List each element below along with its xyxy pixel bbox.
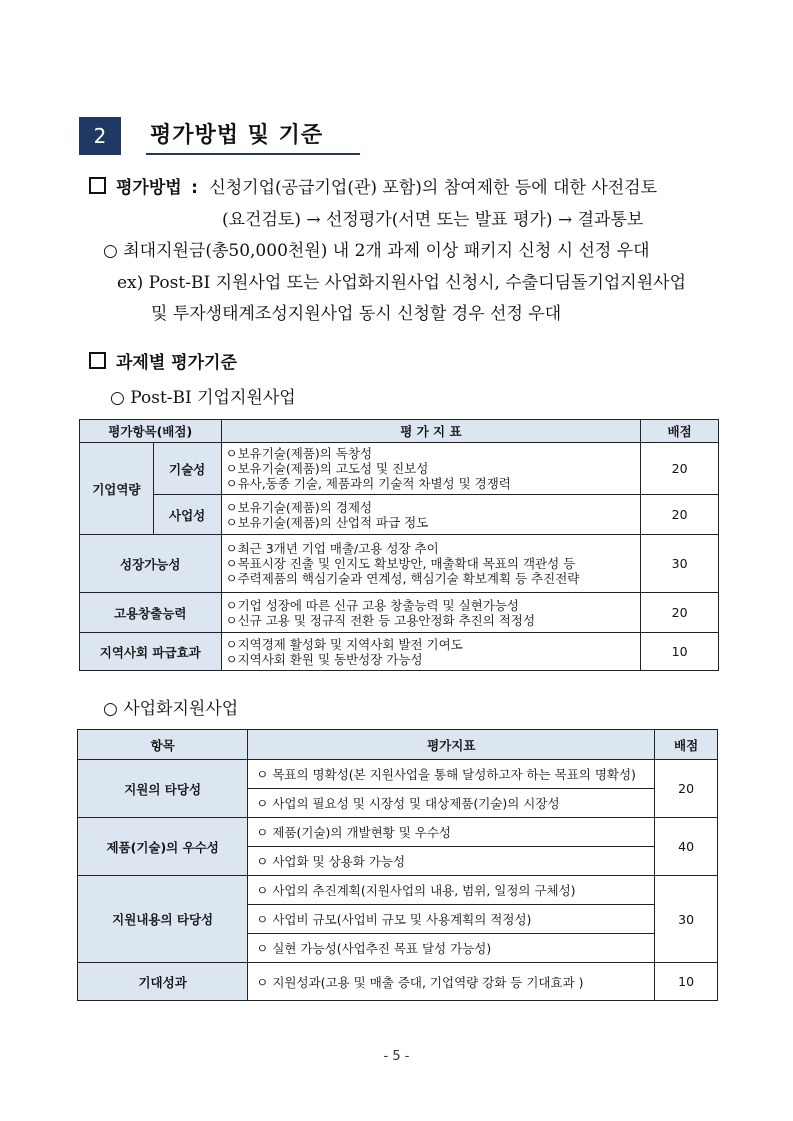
table-row	[78, 760, 718, 789]
item-cell: 성장가능성	[80, 535, 222, 593]
score-cell: 40	[655, 818, 718, 876]
indicator-cell: ㅇ 실현 가능성(사업추진 목표 달성 가능성)	[248, 934, 655, 963]
indicator-cell: ㅇ 목표의 명확성(본 지원사업을 통해 달성하고자 하는 목표의 명확성)	[248, 760, 655, 789]
eval-method-text-2: (요건검토) → 선정평가(서면 또는 발표 평가) → 결과통보	[222, 210, 644, 230]
table-header-cell: 평가항목(배점)	[80, 420, 222, 443]
table-header-row	[78, 730, 718, 760]
eval-method-line1	[89, 173, 657, 198]
score-cell: 10	[655, 963, 718, 1001]
indicator-line: ㅇ최근 3개년 기업 매출/고용 성장 추이	[225, 541, 439, 556]
indicator-line: ㅇ유사,동종 기술, 제품과의 기술적 차별성 및 경쟁력	[225, 476, 511, 491]
commercialization-criteria-table	[77, 729, 718, 1001]
indicator-line: ㅇ지역사회 환원 및 동반성장 가능성	[225, 651, 423, 667]
commercialization-subheading: ○ 사업화지원사업	[103, 699, 239, 719]
indicator-cell: ㅇ 사업의 추진계획(지원사업의 내용, 범위, 일정의 구체성)	[248, 876, 655, 905]
indicator-cell	[221, 443, 641, 495]
eval-method-label: 평가방법	[116, 178, 182, 198]
score-cell: 20	[655, 760, 718, 818]
indicator-cell: ㅇ 사업비 규모(사업비 규모 및 사용계획의 적정성)	[248, 905, 655, 934]
table-row	[78, 818, 718, 847]
score-cell: 20	[641, 495, 719, 535]
indicator-cell	[221, 495, 641, 535]
indicator-cell	[221, 593, 641, 633]
item-cell: 지원의 타당성	[78, 760, 248, 818]
item-cell: 지원내용의 타당성	[78, 876, 248, 963]
item-cell: 기대성과	[78, 963, 248, 1001]
indicator-cell: ㅇ 지원성과(고용 및 매출 증대, 기업역량 강화 등 기대효과 )	[248, 963, 655, 1001]
indicator-cell: ㅇ 사업의 필요성 및 시장성 및 대상제품(기술)의 시장성	[248, 789, 655, 818]
indicator-line: ㅇ지역경제 활성화 및 지역사회 발전 기여도	[225, 636, 463, 652]
section-title-underline	[146, 153, 360, 155]
section-title: 평가방법 및 기준	[150, 123, 324, 148]
indicator-line: ㅇ신규 고용 및 정규직 전환 등 고용안정화 추진의 적정성	[225, 612, 536, 628]
eval-method-colon: :	[191, 178, 198, 198]
table-header-cell: 평가지표	[248, 730, 655, 760]
table-row	[78, 876, 718, 905]
item-cell: 사업성	[153, 495, 221, 535]
item-cell: 기술성	[153, 443, 221, 495]
table-row	[78, 963, 718, 1001]
indicator-line: ㅇ목표시장 진출 및 인지도 확보방안, 매출확대 목표의 객관성 등	[225, 556, 576, 571]
score-cell: 10	[641, 633, 719, 671]
table-row	[80, 495, 719, 535]
indicator-line: ㅇ보유기술(제품)의 경제성	[225, 499, 373, 515]
eval-method-text-1: 신청기업(공급기업(관) 포함)의 참여제한 등에 대한 사전검토	[209, 178, 658, 198]
indicator-cell: ㅇ 사업화 및 상용화 가능성	[248, 847, 655, 876]
table-header-row	[80, 420, 719, 443]
table-header-cell: 항목	[78, 730, 248, 760]
table-header-cell: 평 가 지 표	[221, 420, 641, 443]
indicator-line: ㅇ보유기술(제품)의 고도성 및 진보성	[225, 461, 429, 476]
indicator-line: ㅇ주력제품의 핵심기술과 연계성, 핵심기술 확보계획 등 추진전략	[225, 571, 580, 586]
checkbox-square-icon	[89, 352, 106, 369]
item-cell: 지역사회 파급효과	[80, 633, 222, 671]
category-cell: 기업역량	[80, 443, 154, 535]
criteria-label: 과제별 평가기준	[116, 353, 237, 373]
indicator-cell	[221, 535, 641, 593]
item-cell: 고용창출능력	[80, 593, 222, 633]
post-bi-subheading: ○ Post-BI 기업지원사업	[110, 388, 296, 408]
bundle-preference-bullet: ○ 최대지원금(총50,000천원) 내 2개 과제 이상 패키지 신청 시 선정 우대	[103, 241, 650, 261]
section-number: 2	[79, 117, 121, 155]
score-cell: 20	[641, 443, 719, 495]
item-cell: 제품(기술)의 우수성	[78, 818, 248, 876]
checkbox-square-icon	[89, 177, 106, 194]
indicator-cell	[221, 633, 641, 671]
indicator-line: ㅇ기업 성장에 따른 신규 고용 창출능력 및 실현가능성	[225, 597, 519, 613]
score-cell: 30	[655, 876, 718, 963]
table-header-cell: 배점	[655, 730, 718, 760]
indicator-cell: ㅇ 제품(기술)의 개발현황 및 우수성	[248, 818, 655, 847]
table-row	[80, 535, 719, 593]
table-row	[80, 443, 719, 495]
table-header-cell: 배점	[641, 420, 719, 443]
score-cell: 20	[641, 593, 719, 633]
table-row	[80, 633, 719, 671]
criteria-heading	[89, 348, 237, 373]
indicator-line: ㅇ보유기술(제품)의 산업적 파급 정도	[225, 514, 429, 530]
score-cell: 30	[641, 535, 719, 593]
bundle-example-line1: ex) Post-BI 지원사업 또는 사업화지원사업 신청시, 수출디딤돌기업지원사업	[117, 273, 686, 293]
post-bi-criteria-table	[79, 419, 719, 671]
bundle-example-line2: 및 투자생태계조성지원사업 동시 신청할 경우 선정 우대	[151, 304, 562, 324]
page-number: - 5 -	[383, 1049, 410, 1064]
table-row	[80, 593, 719, 633]
indicator-line: ㅇ보유기술(제품)의 독창성	[225, 446, 373, 461]
